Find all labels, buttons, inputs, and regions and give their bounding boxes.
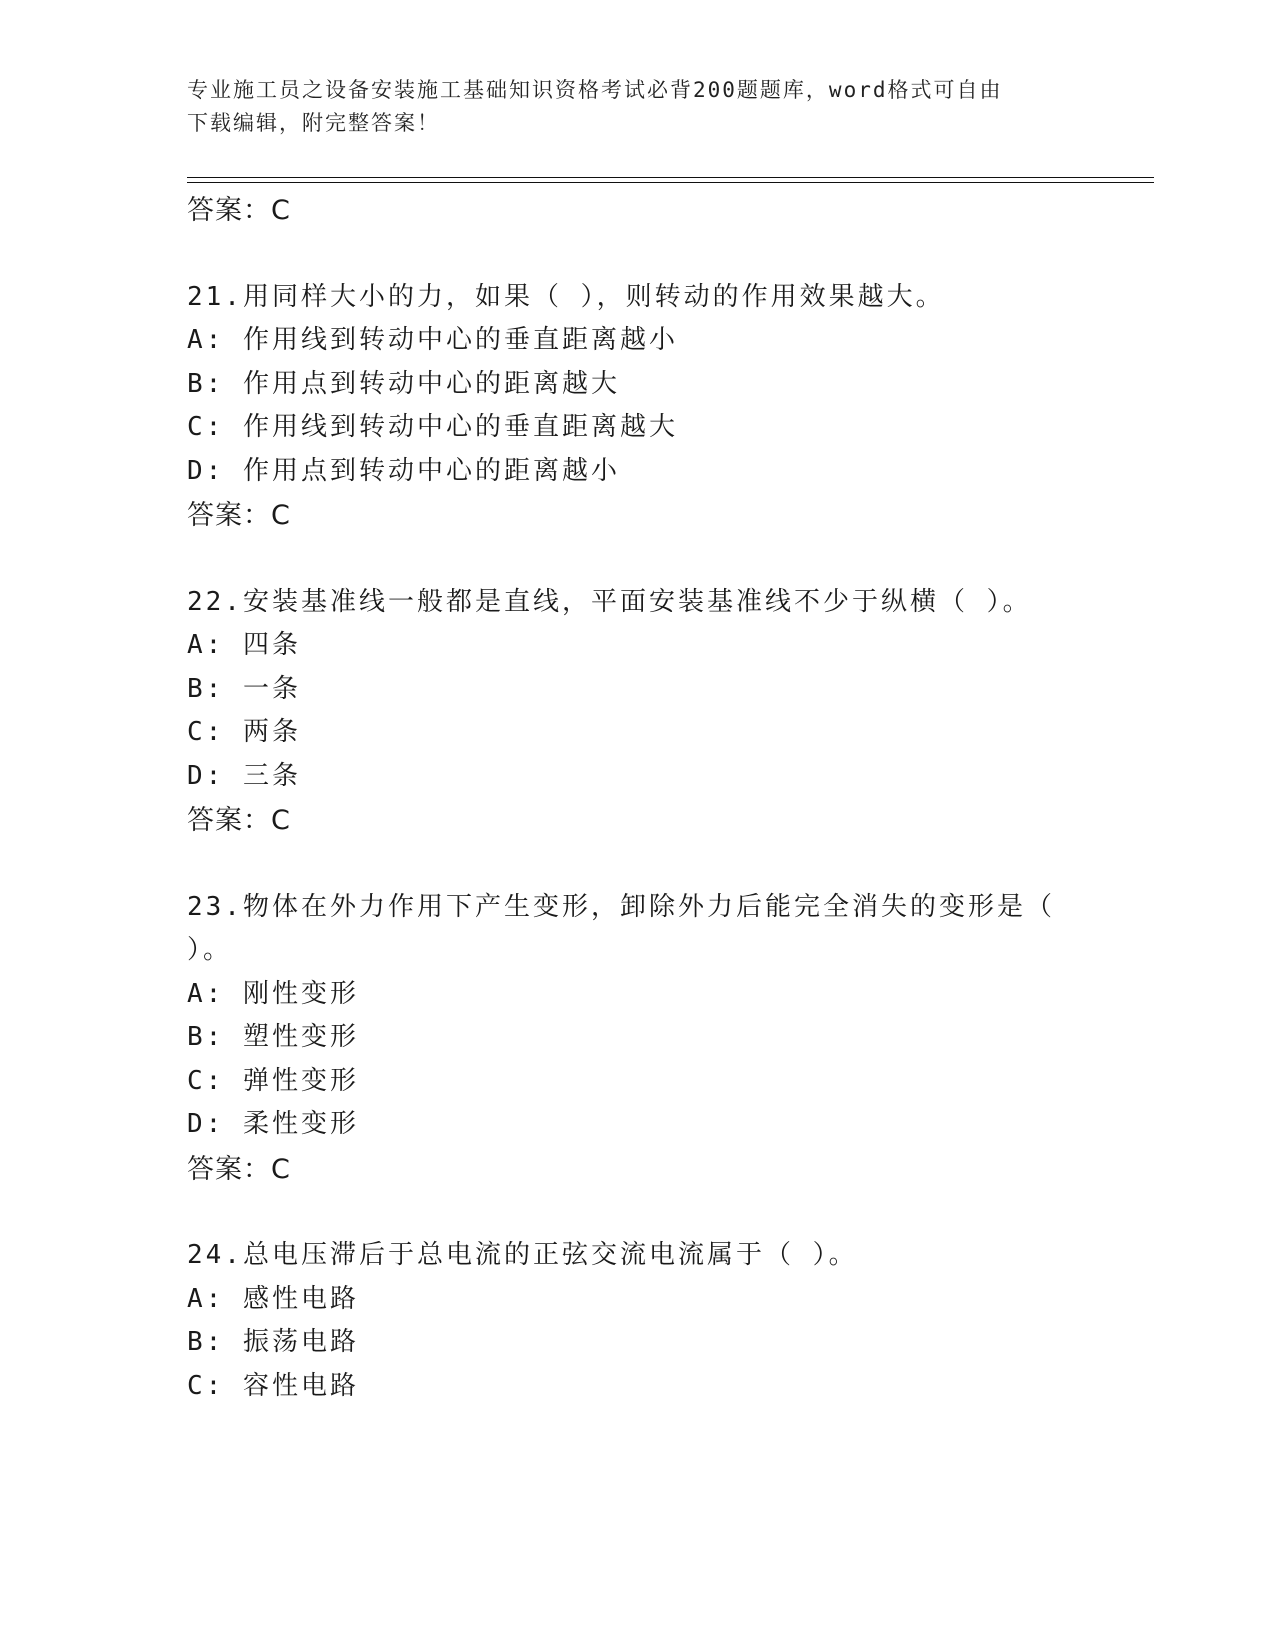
document-header: [187, 74, 1077, 140]
question-23-stem-line-2: ）。: [187, 935, 233, 965]
question-22-option-a: A: 四条: [187, 630, 301, 660]
question-24-option-a: A: 感性电路: [187, 1284, 359, 1314]
question-21-option-d: D: 作用点到转动中心的距离越小: [187, 456, 620, 486]
question-24-stem: 24.总电压滞后于总电流的正弦交流电流属于（ ）。: [187, 1240, 858, 1270]
question-21-option-a: A: 作用线到转动中心的垂直距离越小: [187, 325, 678, 355]
question-23-option-a: A: 刚性变形: [187, 979, 359, 1009]
question-23-option-b: B: 塑性变形: [187, 1022, 359, 1052]
question-22-stem: 22.安装基准线一般都是直线，平面安装基准线不少于纵横（ ）。: [187, 587, 1032, 617]
question-21-option-b: B: 作用点到转动中心的距离越大: [187, 369, 620, 399]
question-21-option-c: C: 作用线到转动中心的垂直距离越大: [187, 412, 678, 442]
question-23-option-d: D: 柔性变形: [187, 1109, 359, 1139]
header-divider-top: [187, 177, 1154, 178]
answer-previous: 答案：C: [187, 195, 291, 226]
question-22-option-d: D: 三条: [187, 761, 301, 791]
question-24-option-c: C: 容性电路: [187, 1371, 359, 1401]
header-divider-bottom: [187, 182, 1154, 183]
question-23-option-c: C: 弹性变形: [187, 1066, 359, 1096]
question-22-option-b: B: 一条: [187, 674, 301, 704]
question-23-stem-line-1: 23.物体在外力作用下产生变形，卸除外力后能完全消失的变形是（: [187, 892, 1055, 922]
question-23-answer: 答案：C: [187, 1154, 291, 1185]
question-22-option-c: C: 两条: [187, 717, 301, 747]
question-21-stem: 21.用同样大小的力，如果（ ），则转动的作用效果越大。: [187, 282, 945, 312]
header-line-2: 下载编辑，附完整答案！: [187, 111, 440, 135]
question-24-option-b: B: 振荡电路: [187, 1327, 359, 1357]
question-22-answer: 答案：C: [187, 805, 291, 836]
question-21-answer: 答案：C: [187, 500, 291, 531]
header-line-1: 专业施工员之设备安装施工基础知识资格考试必背200题题库，word格式可自由: [187, 78, 1003, 102]
